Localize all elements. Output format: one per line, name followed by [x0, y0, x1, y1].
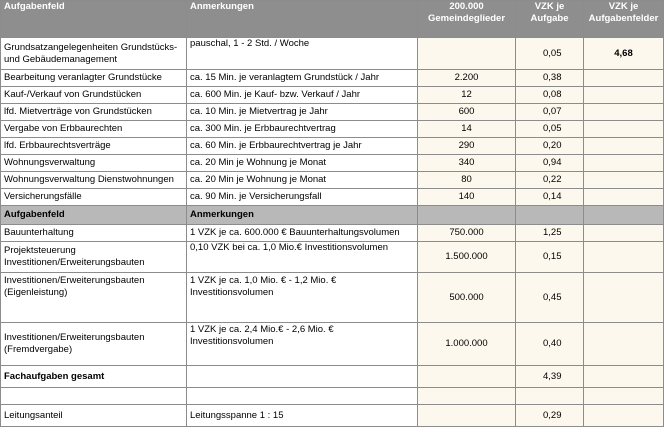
vzk-cell: 0,20 — [516, 138, 584, 155]
note-cell — [187, 323, 418, 366]
subheader-anmerkungen: Anmerkungen — [187, 206, 418, 225]
vzk-cell: 0,14 — [516, 189, 584, 206]
vzk-cell: 0,45 — [516, 273, 584, 323]
leitung-vzk: 0,29 — [516, 405, 584, 427]
vzk-cell: 1,25 — [516, 225, 584, 242]
count-cell: 14 — [418, 121, 516, 138]
empty-cell — [584, 189, 664, 206]
header-vzk-aufgabenfelder-line1: VZK je — [608, 1, 639, 12]
header-anmerkungen: Anmerkungen — [187, 1, 418, 38]
vzk-cell: 0,07 — [516, 104, 584, 121]
spacer-row — [1, 388, 664, 405]
vzk-cell: 0,05 — [516, 121, 584, 138]
note-line: Investitionsvolumen — [190, 336, 274, 347]
count-cell: 80 — [418, 172, 516, 189]
vzk-cell: 0,05 — [516, 38, 584, 70]
table-row — [1, 87, 664, 104]
header-vzk-aufgabe-line2: Aufgabe — [530, 13, 569, 24]
count-cell: 140 — [418, 189, 516, 206]
task-cell: Bearbeitung veranlagter Grundstücke — [1, 70, 187, 87]
subheader-aufgabenfeld: Aufgabenfeld — [1, 206, 187, 225]
note-line: 1 VZK je ca. 1,0 Mio. € - 1,2 Mio. € — [190, 275, 337, 286]
note-cell: 1 VZK je ca. 600.000 € Bauunterhaltungsvolumen — [187, 225, 418, 242]
empty-cell — [418, 388, 516, 405]
note-cell: ca. 10 Min. je Mietvertrag je Jahr — [187, 104, 418, 121]
task-line: (Fremdvergabe) — [4, 344, 73, 355]
count-cell: 1.500.000 — [418, 242, 516, 273]
note-cell: ca. 20 Min je Wohnung je Monat — [187, 155, 418, 172]
note-cell: ca. 60 Min. je Erbbaurechtvertrag je Jahr — [187, 138, 418, 155]
task-line: Grundsatzangelegenheiten Grundstücks- — [4, 41, 178, 53]
task-cell: Kauf-/Verkauf von Grundstücken — [1, 87, 187, 104]
task-cell: Versicherungsfälle — [1, 189, 187, 206]
empty-cell — [584, 388, 664, 405]
empty-cell — [418, 366, 516, 388]
note-line: 1 VZK je ca. 2,4 Mio.€ - 2,6 Mio. € — [190, 324, 334, 335]
task-cell: Wohnungsverwaltung — [1, 155, 187, 172]
empty-cell — [187, 388, 418, 405]
vzk-total-cell: 4,68 — [584, 38, 664, 70]
header-vzk-aufgabenfelder — [584, 1, 664, 38]
task-cell: lfd. Mietverträge von Grundstücken — [1, 104, 187, 121]
header-vzk-aufgabenfelder-line2: Aufgabenfelder — [588, 13, 659, 24]
note-cell: 0,10 VZK bei ca. 1,0 Mio.€ Investitionsvolumen — [187, 242, 418, 273]
task-line: Investitionen/Erweiterungsbauten — [4, 257, 145, 268]
empty-cell — [584, 87, 664, 104]
task-cell — [1, 242, 187, 273]
count-cell: 290 — [418, 138, 516, 155]
task-cell — [1, 38, 187, 70]
task-line: Investitionen/Erweiterungsbauten — [4, 275, 145, 286]
count-cell: 1.000.000 — [418, 323, 516, 366]
table-row — [1, 155, 664, 172]
header-gemeindeglieder — [418, 1, 516, 38]
table-row — [1, 172, 664, 189]
count-cell: 750.000 — [418, 225, 516, 242]
leitung-note: Leitungsspanne 1 : 15 — [187, 405, 418, 427]
leitung-row — [1, 405, 664, 427]
vzk-cell: 0,15 — [516, 242, 584, 273]
header-gemeindeglieder-label: Gemeindeglieder — [427, 13, 506, 24]
count-cell: 340 — [418, 155, 516, 172]
empty-cell — [584, 405, 664, 427]
note-cell: ca. 15 Min. je veranlagtem Grundstück / Jahr — [187, 70, 418, 87]
vzk-cell: 0,38 — [516, 70, 584, 87]
header-aufgabenfeld: Aufgabenfeld — [1, 1, 187, 38]
table-row — [1, 189, 664, 206]
table-row — [1, 121, 664, 138]
empty-cell — [516, 388, 584, 405]
note-cell: pauschal, 1 - 2 Std. / Woche — [187, 38, 418, 70]
count-cell: 600 — [418, 104, 516, 121]
vzk-cell: 0,94 — [516, 155, 584, 172]
count-cell — [418, 38, 516, 70]
empty-cell — [584, 273, 664, 323]
empty-cell — [584, 138, 664, 155]
totals-vzk: 4,39 — [516, 366, 584, 388]
note-cell: ca. 90 Min. je Versicherungsfall — [187, 189, 418, 206]
subheader-empty — [418, 206, 516, 225]
task-cell — [1, 323, 187, 366]
vzk-cell: 0,22 — [516, 172, 584, 189]
task-cell: lfd. Erbbaurechtsverträge — [1, 138, 187, 155]
header-vzk-aufgabe-line1: VZK je — [534, 1, 565, 12]
task-line: Projektsteuerung — [4, 245, 76, 256]
task-line: (Eigenleistung) — [4, 287, 68, 298]
table-row — [1, 70, 664, 87]
subheader-empty — [584, 206, 664, 225]
empty-cell — [584, 104, 664, 121]
header-vzk-aufgabe — [516, 1, 584, 38]
task-cell: Bauunterhaltung — [1, 225, 187, 242]
table-row — [1, 323, 664, 366]
empty-cell — [584, 225, 664, 242]
table-row — [1, 242, 664, 273]
table-row — [1, 104, 664, 121]
note-line: Investitionsvolumen — [190, 287, 274, 298]
note-cell: ca. 600 Min. je Kauf- bzw. Verkauf / Jahr — [187, 87, 418, 104]
table-row — [1, 225, 664, 242]
header-gemeindeglieder-count: 200.000 — [449, 1, 484, 12]
empty-cell — [584, 121, 664, 138]
empty-cell — [1, 388, 187, 405]
totals-row — [1, 366, 664, 388]
empty-cell — [584, 155, 664, 172]
leitung-label: Leitungsanteil — [1, 405, 187, 427]
task-line: Investitionen/Erweiterungsbauten — [4, 332, 145, 343]
empty-cell — [584, 242, 664, 273]
empty-cell — [584, 323, 664, 366]
note-cell: ca. 300 Min. je Erbbaurechtvertrag — [187, 121, 418, 138]
subheader-empty — [516, 206, 584, 225]
header-row — [1, 1, 664, 38]
task-cell: Vergabe von Erbbaurechten — [1, 121, 187, 138]
count-cell: 500.000 — [418, 273, 516, 323]
empty-cell — [584, 172, 664, 189]
subheader-row — [1, 206, 664, 225]
empty-cell — [187, 366, 418, 388]
count-cell: 2.200 — [418, 70, 516, 87]
vzk-cell: 0,08 — [516, 87, 584, 104]
task-line: und Gebäudemanagement — [4, 53, 118, 65]
task-cell — [1, 273, 187, 323]
note-cell: ca. 20 Min je Wohnung je Monat — [187, 172, 418, 189]
empty-cell — [418, 405, 516, 427]
task-cell: Wohnungsverwaltung Dienstwohnungen — [1, 172, 187, 189]
table-row — [1, 38, 664, 70]
table-row — [1, 138, 664, 155]
empty-cell — [584, 366, 664, 388]
count-cell: 12 — [418, 87, 516, 104]
empty-cell — [584, 70, 664, 87]
table-row — [1, 273, 664, 323]
vzk-cell: 0,40 — [516, 323, 584, 366]
totals-label: Fachaufgaben gesamt — [1, 366, 187, 388]
note-cell — [187, 273, 418, 323]
